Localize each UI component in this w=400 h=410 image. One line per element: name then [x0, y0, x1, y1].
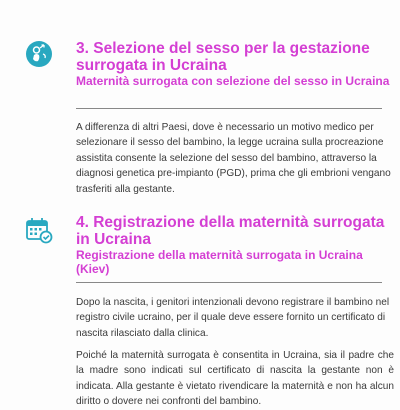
section-4-divider — [76, 282, 382, 283]
section-3-paragraph: A differenza di altri Paesi, dove è necessario un motivo medico per selezionare il sesso del bambino, la legge ucraina sulla procreazione assistita consente la selezione del sesso del bambino, attraverso la diagnosi genetica pre-impianto (PGD), prima che gli embrioni vengano trasferiti alla gestante. — [76, 122, 391, 195]
section-4-title: 4. Registrazione della maternità surrogata in Ucraina — [76, 214, 385, 248]
section-4-paragraph-1: Dopo la nascita, i genitori intenzionali devono registrare il bambino nel registro civile ucraino, per il quale deve essere fornito un certificato di nascita rilasciato dalla clinica. — [76, 297, 390, 339]
section-3-divider — [76, 108, 382, 109]
section-4-subtitle: Registrazione della maternità surrogata in Ucraina (Kiev) — [76, 248, 363, 276]
baby-gender-icon — [25, 40, 53, 68]
calendar-check-icon — [25, 216, 53, 244]
section-3-title: 3. Selezione del sesso per la gestazione surrogata in Ucraina — [76, 40, 370, 74]
section-4-paragraph-2: Poiché la maternità surrogata è consentita in Ucraina, sia il padre che la madre sono indicati sul certificato di nascita la gestante non è indicata. Alla gestante è vietato rivendicare la maternità e non ha alcun diritto o dovere nei confronti del bambino. — [76, 350, 394, 408]
section-3-subtitle: Maternità surrogata con selezione del sesso in Ucraina — [76, 74, 390, 88]
